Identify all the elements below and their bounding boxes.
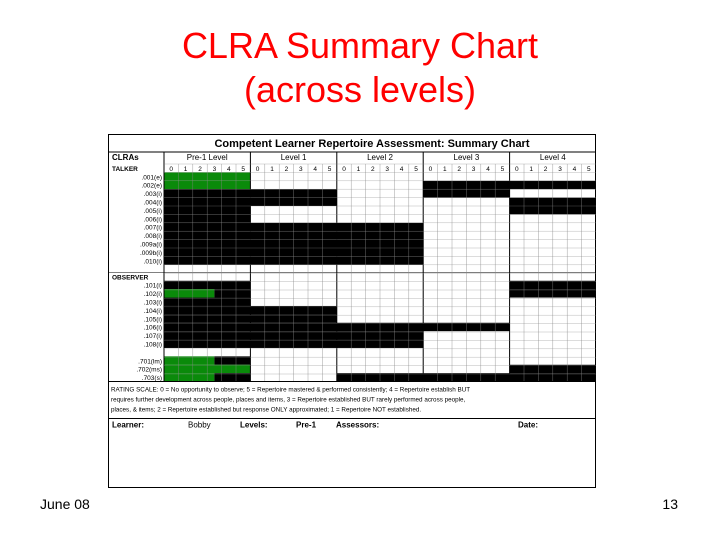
row-label: .003(i): [143, 191, 162, 199]
row-label: .001(e): [141, 174, 162, 182]
partial-established-block: [164, 373, 214, 381]
row-label: .010(i): [143, 258, 162, 266]
rating-scale-text: RATING SCALE: 0 = No opportunity to observe; 5 = Repertoire mastered & performed consistently; 4 = Repertoire establish BUT: [111, 386, 471, 394]
row-label: .105(i): [143, 316, 162, 324]
rating-tick-label: 0: [514, 165, 519, 173]
rating-tick-label: 0: [255, 165, 260, 173]
row-label: .102(i): [143, 291, 162, 299]
rating-tick-label: 1: [529, 165, 534, 173]
slide-title-line-2: (across levels): [243, 69, 477, 110]
rating-tick-label: 0: [428, 165, 433, 173]
rating-tick-label: 2: [284, 165, 289, 173]
rating-tick-label: 4: [399, 165, 404, 173]
row-label: .701(lm): [138, 358, 162, 366]
row-label: .006(i): [143, 216, 162, 224]
levels-label: Levels:: [240, 420, 268, 430]
not-applicable-block: [214, 289, 250, 297]
learner-label: Learner:: [112, 420, 145, 430]
row-label: .703(s): [141, 375, 162, 383]
row-label: .007(i): [143, 224, 162, 232]
partial-established-block: [164, 356, 214, 364]
levels-value: Pre-1: [296, 420, 317, 430]
rating-tick-label: 2: [457, 165, 462, 173]
rating-scale-text: places, & items; 2 = Repertoire established but response ONLY approximated; 1 = Repertoire NOT established.: [111, 406, 422, 414]
not-applicable-block: [214, 356, 250, 364]
rating-tick-label: 3: [212, 165, 217, 173]
footer-date: June 08: [40, 496, 90, 512]
section-label: OBSERVER: [112, 274, 149, 282]
rating-tick-label: 0: [342, 165, 346, 173]
row-label: .107(i): [143, 333, 162, 341]
row-label: .005(i): [143, 207, 162, 215]
partial-established-block: [164, 289, 214, 297]
clra-summary-chart: [108, 134, 596, 488]
rating-tick-label: 1: [442, 165, 447, 173]
rating-tick-label: 1: [270, 165, 274, 173]
rating-tick-label: 1: [356, 165, 361, 173]
rating-tick-label: 2: [198, 165, 202, 173]
rating-tick-label: 5: [586, 165, 591, 173]
rating-tick-label: 5: [241, 165, 246, 173]
rating-tick-label: 4: [486, 165, 490, 173]
rating-tick-label: 0: [169, 165, 174, 173]
level-header: Pre-1 Level: [186, 153, 228, 162]
level-header: Level 2: [367, 153, 393, 162]
row-label: .106(i): [143, 324, 162, 332]
rating-tick-label: 1: [183, 165, 188, 173]
rating-tick-label: 4: [226, 165, 231, 173]
level-header: Level 4: [539, 153, 566, 162]
rating-tick-label: 3: [558, 165, 562, 173]
level-header: Level 3: [453, 153, 480, 162]
rating-tick-label: 5: [414, 165, 418, 173]
rating-tick-label: 2: [543, 165, 548, 173]
level-header: Level 1: [280, 153, 307, 162]
row-label: .009b(i): [139, 249, 162, 257]
rating-scale-text: requires further development across people, places and items, 3 = Repertoire established BUT rarely performed across people,: [111, 396, 466, 404]
row-label: .008(i): [143, 233, 162, 241]
rating-tick-label: 5: [327, 165, 332, 173]
section-label: TALKER: [112, 165, 138, 173]
rating-tick-label: 3: [298, 165, 303, 173]
row-label: .004(i): [143, 199, 162, 207]
row-label: .702(ms): [136, 366, 162, 374]
row-label: .009a(i): [139, 241, 162, 249]
rating-tick-label: 4: [313, 165, 318, 173]
learner-value: Bobby: [188, 420, 211, 430]
not-applicable-block: [214, 373, 250, 381]
row-label: .104(i): [143, 307, 162, 315]
slide-title-line-1: CLRA Summary Chart: [181, 25, 539, 66]
rating-tick-label: 5: [500, 165, 505, 173]
rating-tick-label: 3: [385, 165, 390, 173]
row-label: .103(i): [143, 299, 162, 307]
assessors-label: Assessors:: [336, 420, 380, 430]
rating-tick-label: 3: [471, 165, 476, 173]
row-label: .002(e): [141, 182, 162, 190]
rating-tick-label: 2: [370, 165, 375, 173]
rating-tick-label: 4: [572, 165, 577, 173]
row-label: .101(i): [143, 282, 162, 290]
date-label: Date:: [518, 420, 539, 430]
page-number: 13: [662, 496, 678, 512]
corner-label: CLRAs: [112, 153, 139, 162]
row-label: .108(i): [143, 341, 162, 349]
chart-title: Competent Learner Repertoire Assessment: Summary Chart: [214, 138, 530, 150]
